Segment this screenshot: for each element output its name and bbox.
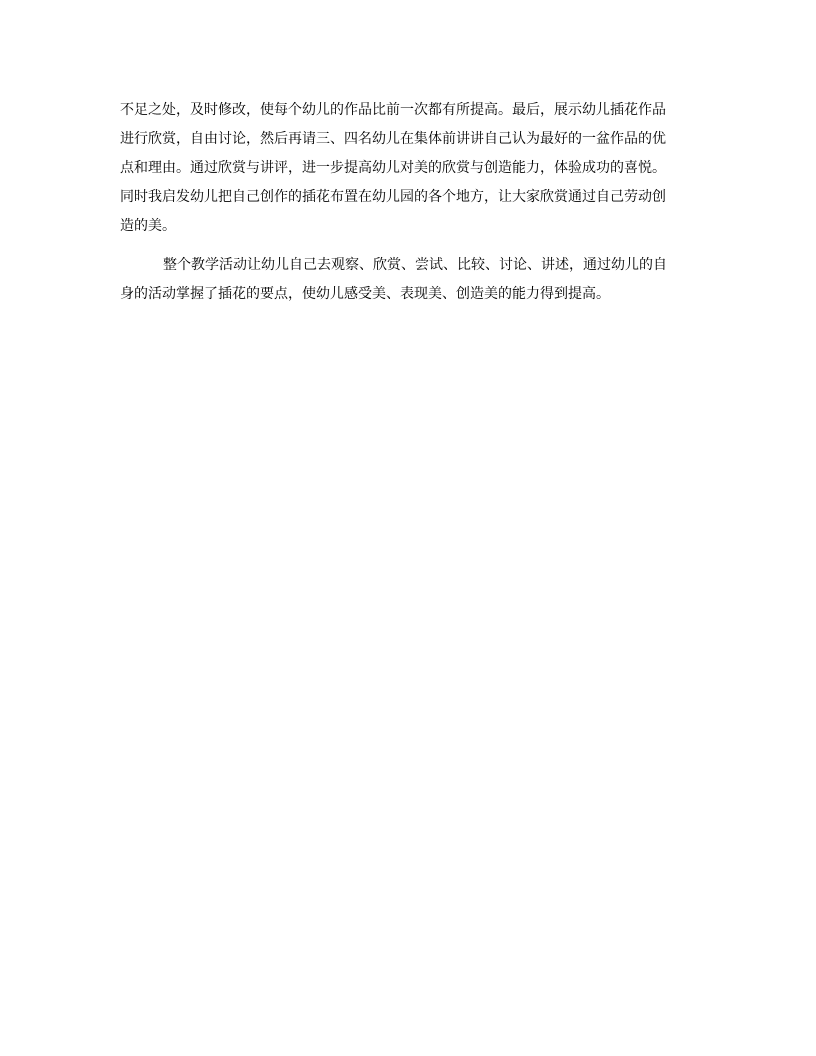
paragraph-2-line-2: 身的活动掌握了插花的要点，使幼儿感受美、表现美、创造美的能力得到提高。 [120, 286, 610, 302]
paragraph-1-line-4: 同时我启发幼儿把自己创作的插花布置在幼儿园的各个地方，让大家欣赏通过自己劳动创 [120, 189, 666, 205]
paragraph-1-line-3: 点和理由。通过欣赏与讲评，进一步提高幼儿对美的欣赏与创造能力，体验成功的喜悦。 [120, 160, 666, 176]
paragraph-1 [120, 96, 698, 241]
paragraph-1-line-5: 造的美。 [120, 218, 176, 234]
paragraph-1-line-2: 进行欣赏，自由讨论，然后再请三、四名幼儿在集体前讲讲自己认为最好的一盆作品的优 [120, 131, 666, 147]
paragraph-2-line-1: 整个教学活动让幼儿自己去观察、欣赏、尝试、比较、讨论、讲述，通过幼儿的自 [163, 257, 667, 273]
paragraph-2 [120, 251, 698, 309]
paragraph-1-line-1: 不足之处，及时修改，使每个幼儿的作品比前一次都有所提高。最后，展示幼儿插花作品 [120, 102, 666, 118]
document-body [120, 96, 698, 309]
